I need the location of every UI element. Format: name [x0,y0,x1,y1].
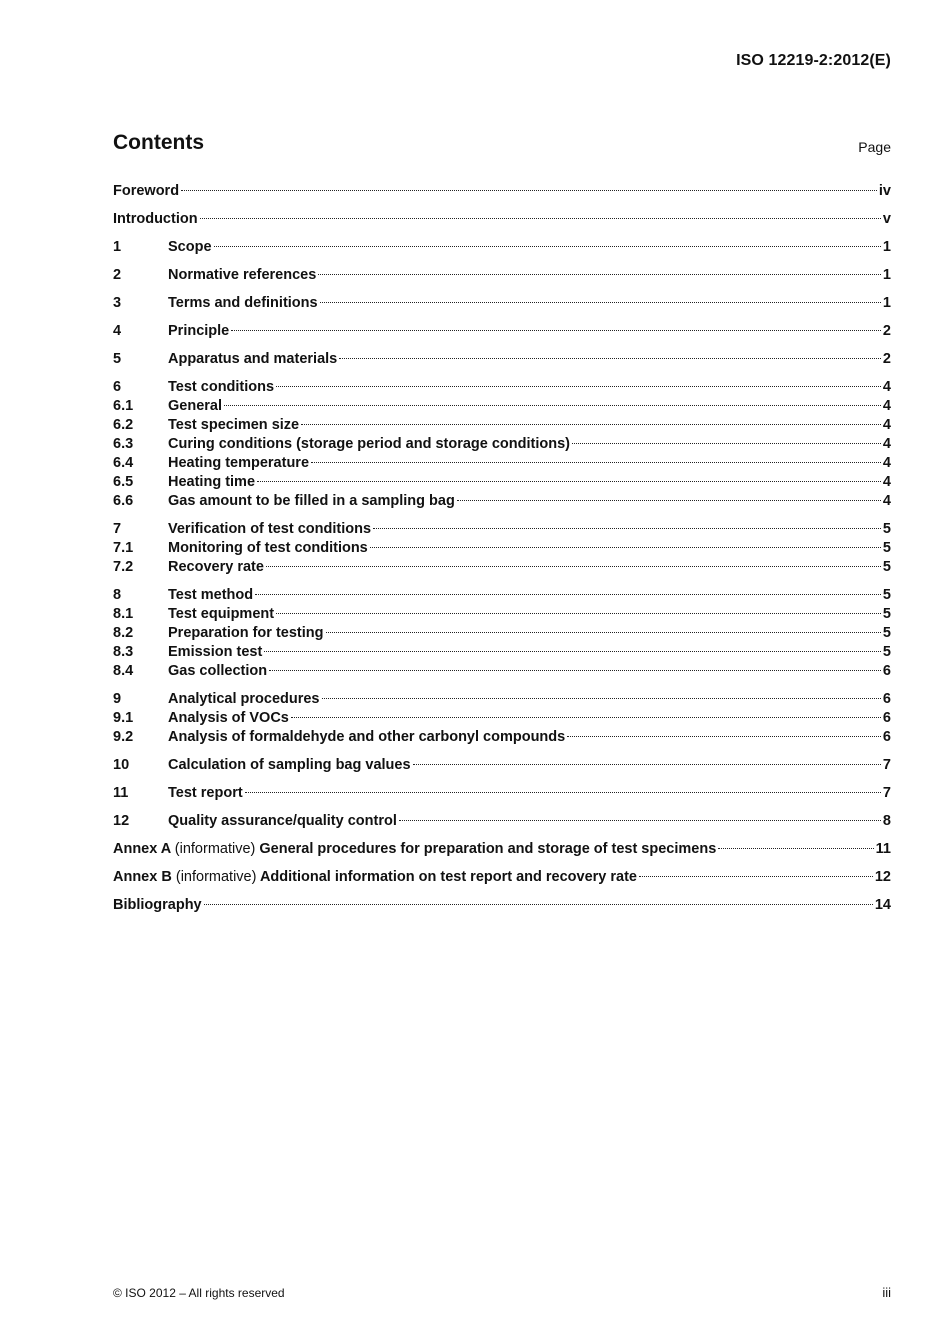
toc-entry[interactable] [113,238,891,257]
toc-entry[interactable] [113,896,891,915]
dot-leader [264,651,881,652]
dot-leader [318,274,881,275]
toc-entry-title: Scope [168,239,212,255]
toc-entry[interactable] [113,322,891,341]
toc-entry-title: Quality assurance/quality control [168,813,397,829]
toc-entry-page: 6 [882,729,891,745]
dot-leader [181,190,877,191]
toc-entry-title: Test method [168,587,254,603]
toc-entry-number: 5 [113,351,122,367]
toc-entry-number: 11 [113,785,129,801]
toc-entry-title: Analytical procedures [168,691,320,707]
toc-entry-page: 5 [882,559,891,575]
dot-leader [276,386,881,387]
toc-entry-page: 7 [882,757,891,773]
toc-entry-title: Analysis of formaldehyde and other carbonyl compounds [168,729,566,745]
dot-leader [413,764,881,765]
toc-entry-page: 1 [882,239,891,255]
dot-leader [370,547,881,548]
toc-entry[interactable] [113,473,891,492]
toc-entry-number: 6.5 [113,474,134,490]
toc-entry[interactable] [113,558,891,577]
toc-entry-page: 8 [882,813,891,829]
toc-entry-page: 5 [882,540,891,556]
toc-entry-title: Apparatus and materials [168,351,338,367]
toc-entry[interactable] [113,784,891,803]
toc-entry-title: Test conditions [168,379,275,395]
dot-leader [399,820,881,821]
dot-leader [326,632,881,633]
toc-entry-number: 9 [113,691,122,707]
toc-entry-page: 5 [882,587,891,603]
toc-entry-title: Principle [168,323,230,339]
toc-entry-number: 6 [113,379,122,395]
toc-entry-page: 4 [882,417,891,433]
toc-entry[interactable] [113,690,891,709]
toc-entry-page: 5 [882,625,891,641]
toc-entry-page: 4 [882,398,891,414]
dot-leader [257,481,881,482]
toc-entry-title: General [168,398,222,414]
toc-entry[interactable] [113,840,891,859]
toc-entry[interactable] [113,662,891,681]
dot-leader [291,717,881,718]
toc-entry-title: Test report [168,785,243,801]
dot-leader [231,330,881,331]
toc-entry-title: Terms and definitions [168,295,318,311]
toc-entry-number: 9.2 [113,729,134,745]
toc-entry-number: 2 [113,267,122,283]
dot-leader [457,500,881,501]
toc-entry-number: 8.2 [113,625,134,641]
dot-leader [255,594,881,595]
dot-leader [276,613,881,614]
toc-entry[interactable] [113,210,891,229]
dot-leader [322,698,881,699]
toc-entry-page: 5 [882,606,891,622]
toc-entry-number: 8.4 [113,663,134,679]
annex-title: General procedures for preparation and storage of test specimens [259,841,717,857]
toc-entry[interactable] [113,294,891,313]
toc-entry[interactable] [113,539,891,558]
toc-entry[interactable] [113,350,891,369]
toc-entry-page: 2 [882,351,891,367]
toc-entry-title: Calculation of sampling bag values [168,757,411,773]
contents-title: Contents [113,131,204,154]
dot-leader [567,736,881,737]
toc-entry-number: 3 [113,295,122,311]
dot-leader [269,670,881,671]
annex-type: (informative) [175,869,257,885]
toc-entry-title: Recovery rate [168,559,264,575]
dot-leader [214,246,881,247]
dot-leader [266,566,881,567]
toc-entry-title: Analysis of VOCs [168,710,289,726]
toc-entry-page: 6 [882,710,891,726]
toc-entry-page: v [882,211,891,227]
toc-entry-number: 7.2 [113,559,134,575]
annex-type: (informative) [174,841,256,857]
toc-entry-page: 4 [882,436,891,452]
dot-leader [373,528,881,529]
annex-label: Annex A [113,841,171,857]
toc-entry[interactable] [113,520,891,539]
toc-entry[interactable] [113,454,891,473]
toc-entry-title: Introduction [113,211,198,227]
toc-entry-page: 1 [882,295,891,311]
toc-entry-number: 6.1 [113,398,134,414]
toc-entry-number: 6.6 [113,493,134,509]
dot-leader [245,792,881,793]
toc-entry-title: Heating time [168,474,256,490]
toc-entry-page: 6 [882,691,891,707]
toc-entry-number: 6.4 [113,455,134,471]
toc-entry[interactable] [113,643,891,662]
toc-entry-title: Test equipment [168,606,275,622]
toc-entry[interactable] [113,812,891,831]
toc-entry-number: 7 [113,521,122,537]
document-id: ISO 12219-2:2012(E) [736,52,891,69]
toc-entry-number: 8.1 [113,606,134,622]
toc-entry[interactable] [113,605,891,624]
toc-entry-number: 12 [113,813,130,829]
toc-entry[interactable] [113,868,891,887]
toc-entry[interactable] [113,435,891,454]
toc-entry[interactable] [113,756,891,775]
dot-leader [718,848,873,849]
toc-entry[interactable] [113,397,891,416]
toc-entry[interactable] [113,266,891,285]
footer-copyright: © ISO 2012 – All rights reserved [113,1286,285,1300]
dot-leader [639,876,873,877]
annex-title: Additional information on test report and recovery rate [259,869,637,885]
dot-leader [311,462,881,463]
toc-entry-page: 4 [882,455,891,471]
toc-entry-title: Monitoring of test conditions [168,540,368,556]
toc-entry-title: Gas amount to be filled in a sampling bag [168,493,455,509]
toc-entry-page: 11 [875,841,891,857]
dot-leader [572,443,881,444]
toc-entry-page: 2 [882,323,891,339]
dot-leader [204,904,873,905]
table-of-contents [113,182,891,915]
toc-entry[interactable] [113,416,891,435]
toc-entry-page: 4 [882,474,891,490]
toc-entry-title: Curing conditions (storage period and storage conditions) [168,436,570,452]
toc-entry[interactable] [113,182,891,201]
page-column-label: Page [858,139,891,155]
toc-entry[interactable] [113,378,891,397]
toc-entry-page: 4 [882,379,891,395]
toc-entry[interactable] [113,624,891,643]
toc-entry[interactable] [113,586,891,605]
dot-leader [320,302,881,303]
toc-entry-number: 6.3 [113,436,134,452]
annex-label: Annex B [113,869,172,885]
toc-entry-page: 7 [882,785,891,801]
toc-entry-title: Gas collection [168,663,268,679]
toc-entry-page: 12 [874,869,891,885]
dot-leader [200,218,881,219]
toc-entry-number: 8.3 [113,644,134,660]
toc-entry-number: 1 [113,239,122,255]
toc-entry-page: 5 [882,644,891,660]
dot-leader [339,358,881,359]
toc-entry[interactable] [113,709,891,728]
toc-entry-page: 6 [882,663,891,679]
toc-entry-title: Preparation for testing [168,625,324,641]
toc-entry-title: Verification of test conditions [168,521,372,537]
toc-entry-title [113,868,637,887]
toc-entry-number: 8 [113,587,122,603]
toc-entry-page: 1 [882,267,891,283]
toc-entry-page: 5 [882,521,891,537]
toc-entry[interactable] [113,492,891,511]
toc-entry-title: Foreword [113,183,180,199]
toc-entry-page: iv [878,183,891,199]
toc-entry-title: Heating temperature [168,455,310,471]
toc-entry-number: 10 [113,757,130,773]
footer-page-number: iii [882,1285,891,1300]
toc-entry-number: 7.1 [113,540,134,556]
toc-entry-title [113,840,716,859]
toc-entry-title: Test specimen size [168,417,300,433]
toc-entry-page: 4 [882,493,891,509]
toc-entry-title: Emission test [168,644,263,660]
dot-leader [301,424,881,425]
toc-entry-number: 9.1 [113,710,134,726]
toc-entry-number: 6.2 [113,417,134,433]
dot-leader [224,405,881,406]
toc-entry-title: Bibliography [113,897,202,913]
toc-entry-title: Normative references [168,267,317,283]
toc-entry-page: 14 [874,897,891,913]
toc-entry-number: 4 [113,323,122,339]
toc-entry[interactable] [113,728,891,747]
